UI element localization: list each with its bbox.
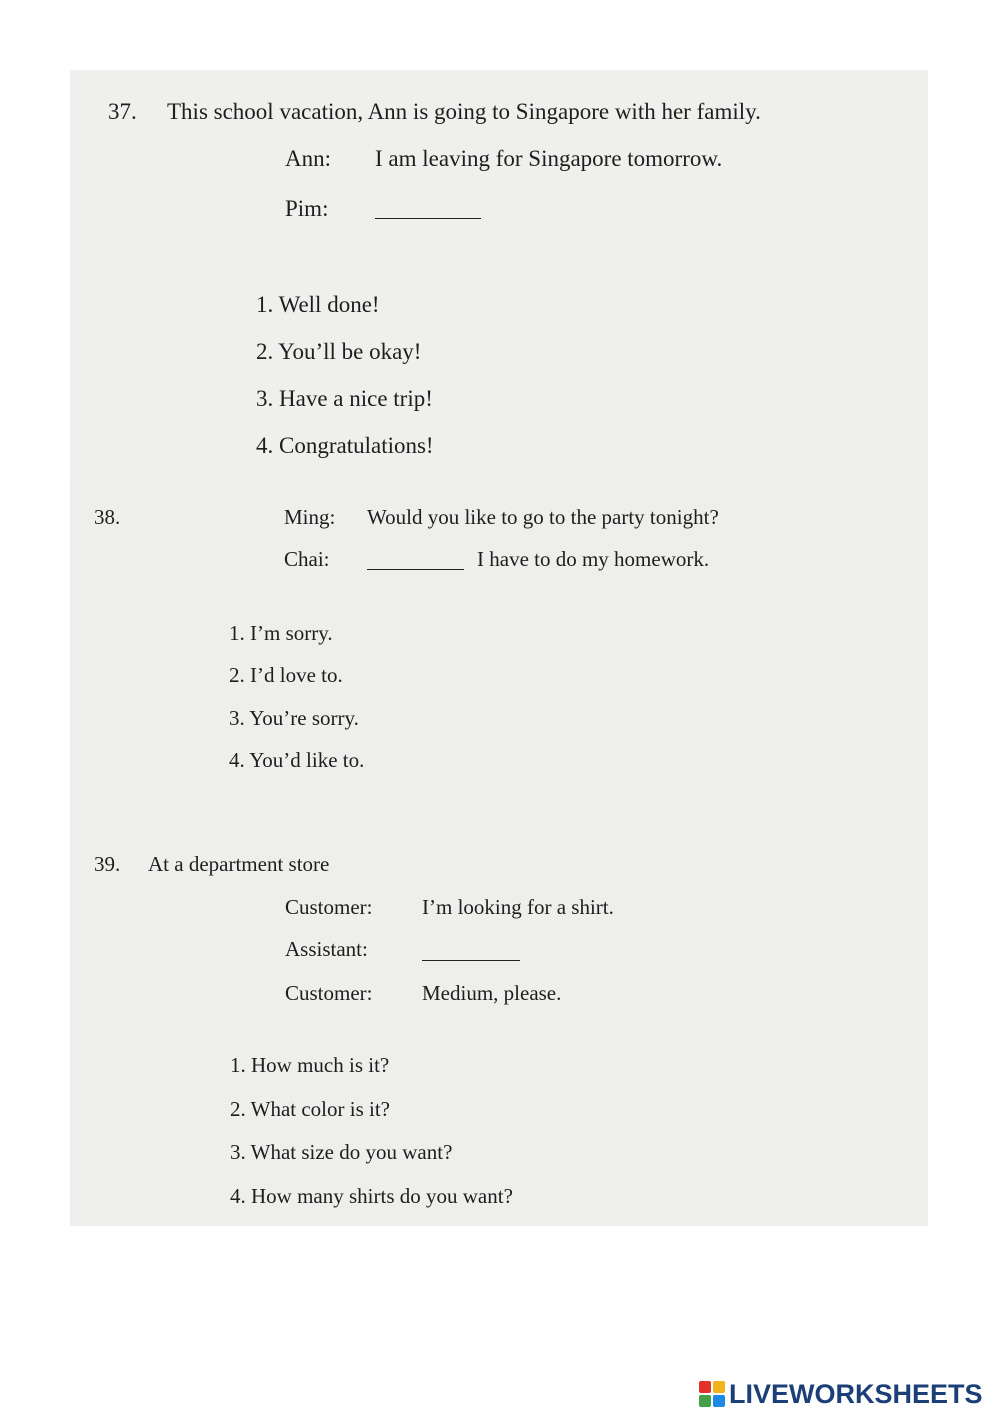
option-4[interactable]: 4. You’d like to. (229, 748, 365, 772)
answer-blank[interactable] (367, 569, 464, 570)
option-1[interactable]: 1. How much is it? (230, 1053, 390, 1077)
logo-square (713, 1381, 725, 1393)
logo-square (699, 1395, 711, 1407)
option-4[interactable]: 4. Congratulations! (256, 433, 434, 458)
option-1[interactable]: 1. I’m sorry. (229, 621, 333, 645)
liveworksheets-logo-icon (699, 1381, 725, 1407)
speaker-label: Pim: (285, 196, 329, 221)
dialogue-line: I’m looking for a shirt. (422, 895, 614, 919)
speaker-label: Assistant: (285, 937, 368, 961)
option-2[interactable]: 2. I’d love to. (229, 663, 343, 687)
option-2[interactable]: 2. You’ll be okay! (256, 339, 422, 364)
speaker-label: Ming: (284, 505, 336, 529)
dialogue-line: I am leaving for Singapore tomorrow. (375, 146, 723, 171)
question-prompt: At a department store (148, 852, 330, 876)
speaker-label: Customer: (285, 895, 373, 919)
logo-square (699, 1381, 711, 1393)
option-3[interactable]: 3. What size do you want? (230, 1140, 453, 1164)
scanned-page-top (70, 70, 928, 482)
option-3[interactable]: 3. You’re sorry. (229, 706, 359, 730)
speaker-label: Chai: (284, 547, 330, 571)
logo-square (713, 1395, 725, 1407)
question-number: 38. (94, 505, 121, 529)
option-2[interactable]: 2. What color is it? (230, 1097, 390, 1121)
answer-blank[interactable] (422, 960, 520, 961)
option-1[interactable]: 1. Well done! (256, 292, 380, 317)
option-3[interactable]: 3. Have a nice trip! (256, 386, 433, 411)
question-number: 37. (108, 99, 137, 124)
speaker-label: Customer: (285, 981, 373, 1005)
dialogue-line: Would you like to go to the party tonight? (367, 505, 719, 529)
speaker-label: Ann: (285, 146, 331, 171)
option-4[interactable]: 4. How many shirts do you want? (230, 1184, 513, 1208)
liveworksheets-logo (699, 1378, 983, 1410)
answer-blank[interactable] (375, 218, 481, 219)
dialogue-line: I have to do my homework. (477, 547, 710, 571)
question-number: 39. (94, 852, 121, 876)
question-prompt: This school vacation, Ann is going to Singapore with her family. (167, 99, 761, 124)
dialogue-line: Medium, please. (422, 981, 562, 1005)
brand-name: LIVEWORKSHEETS (729, 1378, 983, 1409)
